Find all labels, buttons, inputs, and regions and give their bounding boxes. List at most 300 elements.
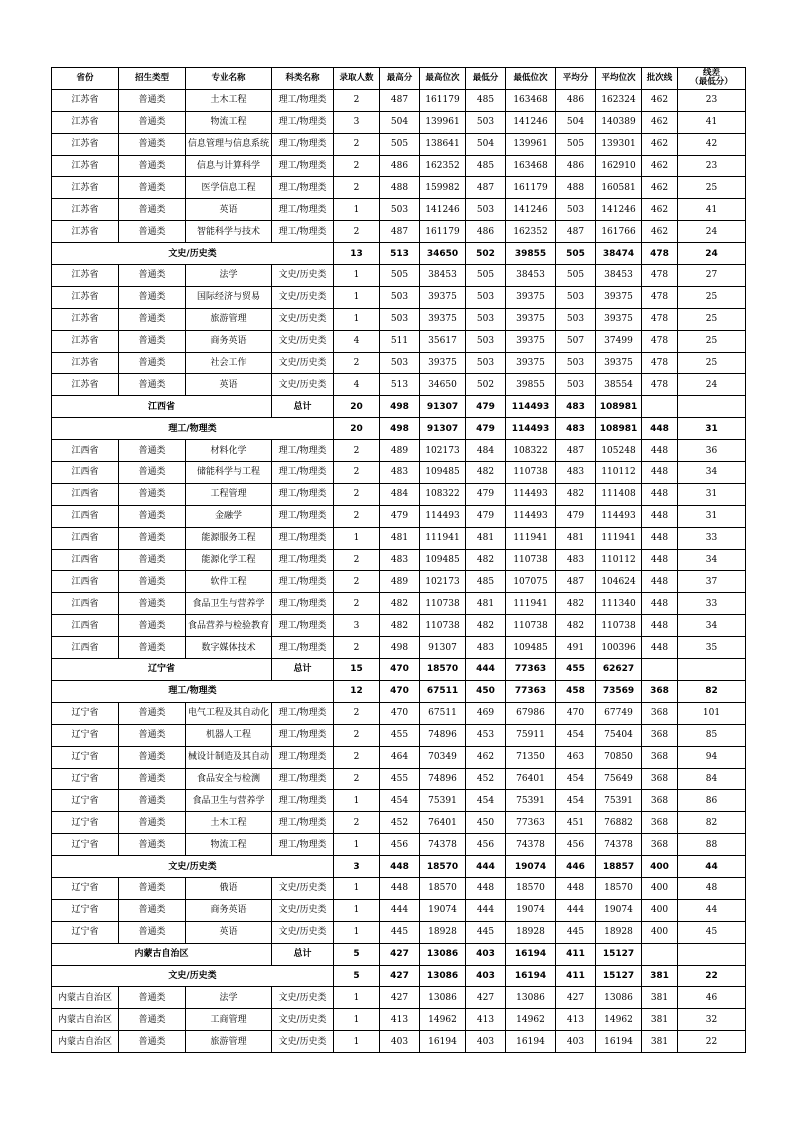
table-cell: 文史/历史类 (272, 265, 334, 287)
table-cell: 38554 (596, 374, 642, 396)
table-row (52, 1031, 746, 1053)
table-cell: 86 (678, 790, 746, 812)
table-cell: 文史/历史类 (272, 1009, 334, 1031)
table-cell: 75911 (506, 724, 556, 746)
table-cell: 物流工程 (186, 111, 272, 133)
table-row (52, 308, 746, 330)
table-row (52, 790, 746, 812)
table-cell: 503 (556, 308, 596, 330)
table-cell: 94 (678, 746, 746, 768)
subtotal-cell: 34650 (420, 243, 466, 265)
table-cell: 江苏省 (52, 111, 119, 133)
table-cell: 18928 (420, 921, 466, 943)
province-total-label: 总计 (272, 396, 334, 418)
table-cell: 19074 (420, 899, 466, 921)
table-cell: 理工/物理类 (272, 440, 334, 462)
header-province: 省份 (52, 68, 119, 90)
table-row (52, 483, 746, 505)
header-avg-score: 平均分 (556, 68, 596, 90)
table-cell: 普通类 (119, 987, 186, 1009)
table-cell: 483 (466, 637, 506, 659)
table-cell: 482 (466, 615, 506, 637)
table-row (52, 221, 746, 243)
table-cell: 金融学 (186, 505, 272, 527)
table-cell: 469 (466, 702, 506, 724)
table-cell: 辽宁省 (52, 899, 119, 921)
table-cell: 23 (678, 89, 746, 111)
table-row (52, 768, 746, 790)
table-cell: 理工/物理类 (272, 462, 334, 484)
table-cell: 110738 (596, 615, 642, 637)
table-cell: 江西省 (52, 571, 119, 593)
table-cell: 理工/物理类 (272, 177, 334, 199)
table-cell: 368 (642, 768, 678, 790)
table-cell: 软件工程 (186, 571, 272, 593)
table-cell: 理工/物理类 (272, 221, 334, 243)
table-cell: 文史/历史类 (272, 330, 334, 352)
table-cell: 旅游管理 (186, 308, 272, 330)
table-cell: 70349 (420, 746, 466, 768)
table-cell: 489 (380, 440, 420, 462)
province-total-row (52, 659, 746, 681)
table-cell: 448 (642, 549, 678, 571)
table-cell: 504 (380, 111, 420, 133)
province-total-cell: 16194 (506, 943, 556, 965)
table-cell: 39375 (420, 308, 466, 330)
table-cell: 74378 (596, 834, 642, 856)
table-cell: 513 (380, 374, 420, 396)
table-cell: 38453 (420, 265, 466, 287)
table-cell: 161179 (506, 177, 556, 199)
table-cell: 104624 (596, 571, 642, 593)
table-cell: 理工/物理类 (272, 834, 334, 856)
table-row (52, 440, 746, 462)
table-cell: 75391 (420, 790, 466, 812)
table-cell: 普通类 (119, 265, 186, 287)
table-cell: 486 (556, 89, 596, 111)
table-cell: 普通类 (119, 483, 186, 505)
table-cell: 101 (678, 702, 746, 724)
table-row (52, 286, 746, 308)
table-cell: 4 (334, 330, 380, 352)
table-cell: 普通类 (119, 374, 186, 396)
table-cell: 理工/物理类 (272, 505, 334, 527)
table-row (52, 812, 746, 834)
table-cell: 2 (334, 812, 380, 834)
header-max-rank: 最高位次 (420, 68, 466, 90)
subtotal-cell: 483 (556, 418, 596, 440)
table-cell: 33 (678, 527, 746, 549)
table-cell: 448 (642, 637, 678, 659)
table-cell: 141246 (506, 199, 556, 221)
table-cell: 14962 (506, 1009, 556, 1031)
table-cell: 2 (334, 549, 380, 571)
table-row (52, 199, 746, 221)
subtotal-row (52, 243, 746, 265)
table-cell: 453 (466, 724, 506, 746)
subtotal-cell: 31 (678, 418, 746, 440)
table-cell: 400 (642, 921, 678, 943)
table-row (52, 1009, 746, 1031)
table-cell: 31 (678, 505, 746, 527)
table-cell: 109485 (420, 549, 466, 571)
table-cell: 470 (556, 702, 596, 724)
table-cell: 139301 (596, 133, 642, 155)
subtotal-cell: 450 (466, 680, 506, 702)
table-cell: 电气工程及其自动化 (186, 702, 272, 724)
table-cell: 英语 (186, 199, 272, 221)
subtotal-cell: 400 (642, 856, 678, 878)
table-row (52, 615, 746, 637)
table-cell: 368 (642, 790, 678, 812)
table-cell: 462 (642, 221, 678, 243)
table-cell: 医学信息工程 (186, 177, 272, 199)
province-total-cell (678, 659, 746, 681)
subtotal-cell: 91307 (420, 418, 466, 440)
header-line-diff-label: 线差 (702, 68, 720, 79)
table-cell: 2 (334, 462, 380, 484)
table-cell: 498 (380, 637, 420, 659)
table-cell: 理工/物理类 (272, 155, 334, 177)
table-cell: 19074 (506, 899, 556, 921)
table-cell: 23 (678, 155, 746, 177)
table-cell: 储能科学与工程 (186, 462, 272, 484)
table-cell: 505 (466, 265, 506, 287)
header-min-score: 最低分 (466, 68, 506, 90)
table-cell: 33 (678, 593, 746, 615)
table-cell: 37 (678, 571, 746, 593)
table-cell: 413 (380, 1009, 420, 1031)
table-cell: 478 (642, 308, 678, 330)
table-cell: 486 (466, 221, 506, 243)
table-cell: 503 (380, 308, 420, 330)
table-cell: 39855 (506, 374, 556, 396)
table-cell: 39375 (506, 352, 556, 374)
subtotal-label: 理工/物理类 (52, 680, 334, 702)
table-cell: 162352 (506, 221, 556, 243)
table-cell: 普通类 (119, 702, 186, 724)
table-cell: 江苏省 (52, 221, 119, 243)
table-cell: 34 (678, 549, 746, 571)
province-total-cell: 114493 (506, 396, 556, 418)
table-cell: 479 (466, 505, 506, 527)
table-cell: 163468 (506, 155, 556, 177)
table-cell: 2 (334, 89, 380, 111)
table-cell: 数字媒体技术 (186, 637, 272, 659)
subtotal-cell: 20 (334, 418, 380, 440)
table-cell: 文史/历史类 (272, 877, 334, 899)
table-cell: 文史/历史类 (272, 1031, 334, 1053)
table-cell: 普通类 (119, 768, 186, 790)
table-cell: 江苏省 (52, 155, 119, 177)
table-cell: 普通类 (119, 221, 186, 243)
table-cell: 76882 (596, 812, 642, 834)
table-cell: 403 (466, 1031, 506, 1053)
subtotal-cell: 498 (380, 418, 420, 440)
table-cell: 普通类 (119, 1009, 186, 1031)
province-total-cell: 20 (334, 396, 380, 418)
table-cell: 工商管理 (186, 1009, 272, 1031)
table-cell: 107075 (506, 571, 556, 593)
table-cell: 江西省 (52, 549, 119, 571)
table-cell: 39375 (420, 352, 466, 374)
subtotal-cell: 16194 (506, 965, 556, 987)
province-total-cell: 18570 (420, 659, 466, 681)
table-cell: 479 (380, 505, 420, 527)
table-cell: 110112 (596, 549, 642, 571)
table-cell: 427 (380, 987, 420, 1009)
header-batch-line: 批次线 (642, 68, 678, 90)
table-row (52, 89, 746, 111)
table-cell: 102173 (420, 440, 466, 462)
table-cell: 土木工程 (186, 812, 272, 834)
table-cell: 67511 (420, 702, 466, 724)
table-cell: 400 (642, 899, 678, 921)
table-cell: 食品营养与检验教育 (186, 615, 272, 637)
table-cell: 75391 (506, 790, 556, 812)
table-cell: 2 (334, 702, 380, 724)
table-row (52, 702, 746, 724)
table-cell: 1 (334, 1009, 380, 1031)
subtotal-cell: 448 (380, 856, 420, 878)
table-cell: 食品安全与检测 (186, 768, 272, 790)
province-total-cell: 15127 (596, 943, 642, 965)
province-total-cell: 455 (556, 659, 596, 681)
table-cell: 478 (642, 352, 678, 374)
table-cell: 国际经济与贸易 (186, 286, 272, 308)
table-cell: 111408 (596, 483, 642, 505)
table-cell: 辽宁省 (52, 702, 119, 724)
province-total-cell: 444 (466, 659, 506, 681)
table-cell: 161179 (420, 89, 466, 111)
table-cell: 140389 (596, 111, 642, 133)
header-enroll-type: 招生类型 (119, 68, 186, 90)
table-cell: 普通类 (119, 89, 186, 111)
table-cell: 77363 (506, 812, 556, 834)
table-cell: 土木工程 (186, 89, 272, 111)
table-cell: 食品卫生与营养学 (186, 790, 272, 812)
table-cell: 487 (556, 571, 596, 593)
table-cell: 理工/物理类 (272, 549, 334, 571)
table-cell: 辽宁省 (52, 877, 119, 899)
table-cell: 503 (556, 374, 596, 396)
header-major: 专业名称 (186, 68, 272, 90)
table-cell: 18570 (420, 877, 466, 899)
table-cell: 427 (466, 987, 506, 1009)
table-cell: 江苏省 (52, 286, 119, 308)
table-cell: 413 (466, 1009, 506, 1031)
table-cell: 400 (642, 877, 678, 899)
table-cell: 479 (466, 483, 506, 505)
table-cell: 25 (678, 286, 746, 308)
table-row (52, 877, 746, 899)
table-cell: 2 (334, 133, 380, 155)
table-cell: 462 (642, 199, 678, 221)
table-cell: 食品卫生与营养学 (186, 593, 272, 615)
table-cell: 485 (466, 571, 506, 593)
table-cell: 482 (380, 615, 420, 637)
table-cell: 445 (556, 921, 596, 943)
table-cell: 504 (466, 133, 506, 155)
table-cell: 2 (334, 221, 380, 243)
table-cell: 内蒙古自治区 (52, 1031, 119, 1053)
table-cell: 503 (380, 352, 420, 374)
subtotal-label: 文史/历史类 (52, 856, 334, 878)
table-cell: 江西省 (52, 505, 119, 527)
table-cell: 19074 (596, 899, 642, 921)
subtotal-cell: 411 (556, 965, 596, 987)
table-cell: 487 (556, 440, 596, 462)
table-cell: 35617 (420, 330, 466, 352)
subtotal-cell: 18570 (420, 856, 466, 878)
table-cell: 484 (466, 440, 506, 462)
table-cell: 463 (556, 746, 596, 768)
province-total-cell: 498 (380, 396, 420, 418)
table-cell: 江西省 (52, 527, 119, 549)
table-cell: 34650 (420, 374, 466, 396)
table-cell: 462 (642, 133, 678, 155)
subtotal-cell: 73569 (596, 680, 642, 702)
table-cell: 48 (678, 877, 746, 899)
table-cell: 455 (380, 768, 420, 790)
table-cell: 江苏省 (52, 133, 119, 155)
table-row (52, 987, 746, 1009)
table-cell: 理工/物理类 (272, 483, 334, 505)
subtotal-cell: 427 (380, 965, 420, 987)
table-cell: 31 (678, 483, 746, 505)
table-cell: 505 (380, 265, 420, 287)
table-cell: 物流工程 (186, 834, 272, 856)
table-row (52, 155, 746, 177)
table-cell: 487 (380, 89, 420, 111)
header-category: 科类名称 (272, 68, 334, 90)
table-cell: 旅游管理 (186, 1031, 272, 1053)
table-row (52, 462, 746, 484)
table-cell: 商务英语 (186, 899, 272, 921)
table-cell: 109485 (420, 462, 466, 484)
table-cell: 483 (556, 462, 596, 484)
table-cell: 18928 (506, 921, 556, 943)
subtotal-cell: 12 (334, 680, 380, 702)
table-cell: 456 (556, 834, 596, 856)
province-total-cell: 13086 (420, 943, 466, 965)
table-cell: 511 (380, 330, 420, 352)
province-total-cell: 5 (334, 943, 380, 965)
table-cell: 2 (334, 746, 380, 768)
table-cell: 1 (334, 527, 380, 549)
table-cell: 商务英语 (186, 330, 272, 352)
table-cell: 理工/物理类 (272, 527, 334, 549)
table-cell: 75649 (596, 768, 642, 790)
table-cell: 36 (678, 440, 746, 462)
table-cell: 理工/物理类 (272, 812, 334, 834)
table-cell: 444 (556, 899, 596, 921)
table-cell: 信息与计算科学 (186, 155, 272, 177)
table-cell: 448 (556, 877, 596, 899)
table-cell: 368 (642, 834, 678, 856)
table-cell: 479 (556, 505, 596, 527)
table-cell: 39375 (596, 308, 642, 330)
province-total-cell: 470 (380, 659, 420, 681)
table-cell: 江苏省 (52, 330, 119, 352)
province-total-cell: 403 (466, 943, 506, 965)
table-cell: 理工/物理类 (272, 724, 334, 746)
table-cell: 483 (556, 549, 596, 571)
table-row (52, 834, 746, 856)
table-cell: 信息管理与信息系统 (186, 133, 272, 155)
table-cell: 2 (334, 505, 380, 527)
subtotal-cell: 502 (466, 243, 506, 265)
table-cell: 39375 (420, 286, 466, 308)
table-cell: 139961 (506, 133, 556, 155)
table-cell: 454 (556, 724, 596, 746)
subtotal-cell: 3 (334, 856, 380, 878)
table-cell: 159982 (420, 177, 466, 199)
table-cell: 机器人工程 (186, 724, 272, 746)
table-cell: 162324 (596, 89, 642, 111)
table-cell: 462 (466, 746, 506, 768)
table-cell: 108322 (420, 483, 466, 505)
table-cell: 488 (556, 177, 596, 199)
table-cell: 462 (642, 177, 678, 199)
subtotal-cell: 5 (334, 965, 380, 987)
table-cell: 481 (466, 593, 506, 615)
table-cell: 13086 (420, 987, 466, 1009)
table-cell: 482 (556, 593, 596, 615)
subtotal-cell: 513 (380, 243, 420, 265)
table-cell: 能源服务工程 (186, 527, 272, 549)
table-cell: 482 (466, 549, 506, 571)
table-cell: 452 (380, 812, 420, 834)
table-row (52, 899, 746, 921)
table-cell: 16194 (596, 1031, 642, 1053)
table-cell: 486 (380, 155, 420, 177)
table-cell: 114493 (420, 505, 466, 527)
header-line-diff-note: （最低分） (690, 77, 733, 88)
table-cell: 403 (380, 1031, 420, 1053)
table-cell: 37499 (596, 330, 642, 352)
table-cell: 111941 (596, 527, 642, 549)
table-cell: 452 (466, 768, 506, 790)
table-cell: 普通类 (119, 615, 186, 637)
subtotal-cell: 448 (642, 418, 678, 440)
table-cell: 14962 (596, 1009, 642, 1031)
subtotal-cell: 381 (642, 965, 678, 987)
table-cell: 2 (334, 593, 380, 615)
table-cell: 82 (678, 812, 746, 834)
table-row (52, 374, 746, 396)
table-cell: 456 (380, 834, 420, 856)
table-cell: 381 (642, 1031, 678, 1053)
subtotal-label: 文史/历史类 (52, 243, 334, 265)
table-cell: 489 (380, 571, 420, 593)
table-cell: 505 (556, 133, 596, 155)
table-cell: 普通类 (119, 790, 186, 812)
table-cell: 理工/物理类 (272, 637, 334, 659)
table-cell: 1 (334, 877, 380, 899)
province-total-cell (642, 396, 678, 418)
table-cell: 理工/物理类 (272, 571, 334, 593)
table-row (52, 921, 746, 943)
table-cell: 88 (678, 834, 746, 856)
table-cell: 448 (642, 593, 678, 615)
subtotal-label: 文史/历史类 (52, 965, 334, 987)
table-cell: 24 (678, 221, 746, 243)
subtotal-cell: 19074 (506, 856, 556, 878)
province-total-cell: 411 (556, 943, 596, 965)
table-cell: 448 (380, 877, 420, 899)
table-cell: 450 (466, 812, 506, 834)
